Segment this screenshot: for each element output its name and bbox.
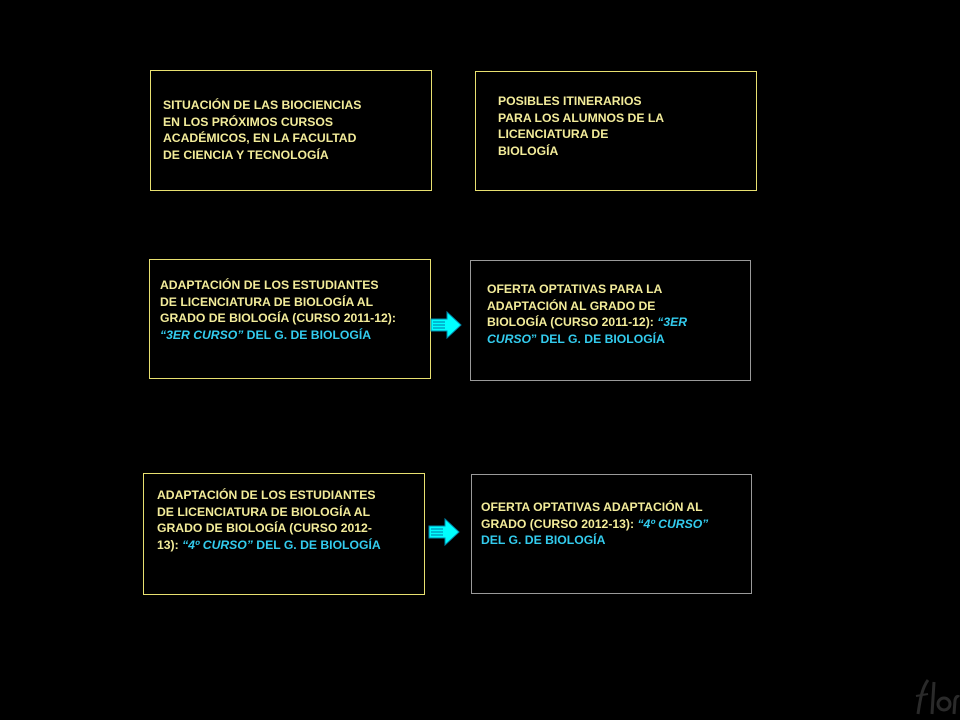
adaptacion-2011-line-1: ADAPTACIÓN DE LOS ESTUDIANTES	[160, 278, 379, 292]
adaptacion-2012-line-4a: 13):	[157, 537, 183, 552]
oferta-2011-line-3a: BIOLOGÍA (CURSO 2011-12):	[487, 315, 658, 329]
oferta-2011-line-4a: CURSO	[487, 331, 532, 346]
logo-mark	[912, 670, 960, 720]
adaptacion-2012-line-1: ADAPTACIÓN DE LOS ESTUDIANTES	[157, 488, 376, 502]
adaptacion-2011-rest: DEL G. DE BIOLOGÍA	[243, 327, 372, 342]
arrow-right-icon	[430, 311, 462, 339]
situacion-line-4: DE CIENCIA Y TECNOLOGÍA	[163, 147, 329, 162]
itinerarios-line-1: POSIBLES ITINERARIOS	[498, 94, 642, 108]
arrow-right-icon	[428, 518, 460, 546]
oferta-2011-line-1: OFERTA OPTATIVAS PARA LA	[487, 282, 663, 296]
adaptacion-2012-line-4b: “4º CURSO”	[182, 537, 253, 552]
itinerarios-line-4: BIOLOGÍA	[498, 143, 559, 158]
itinerarios-line-3: LICENCIATURA DE	[498, 127, 609, 141]
adaptacion-2012-line-2: DE LICENCIATURA DE BIOLOGÍA AL	[157, 504, 371, 519]
itinerarios-text	[498, 93, 664, 159]
oferta-2012-line-2b: “4º CURSO”	[637, 516, 709, 531]
adaptacion-2011-curso: “3ER CURSO”	[160, 327, 244, 342]
oferta-2012-line-2	[481, 516, 708, 533]
oferta-2012-line-1: OFERTA OPTATIVAS ADAPTACIÓN AL	[481, 500, 703, 514]
adaptacion-2012-line-4	[157, 537, 381, 554]
adaptacion-2011-line-2: DE LICENCIATURA DE BIOLOGÍA AL	[160, 294, 374, 309]
situacion-line-2: EN LOS PRÓXIMOS CURSOS	[163, 114, 333, 129]
oferta-2012-text	[481, 499, 708, 549]
oferta-2011-line-3b: “3ER	[657, 315, 688, 329]
adaptacion-2012-line-4c: DEL G. DE BIOLOGÍA	[252, 537, 381, 552]
situacion-text	[163, 97, 361, 163]
oferta-2011-line-3	[487, 314, 687, 331]
situacion-line-3: ACADÉMICOS, EN LA FACULTAD	[163, 131, 357, 145]
adaptacion-2011-line-3: GRADO DE BIOLOGÍA (CURSO 2011-12):	[160, 311, 396, 325]
oferta-2012-line-3: DEL G. DE BIOLOGÍA	[481, 533, 606, 547]
situacion-line-1: SITUACIÓN DE LAS BIOCIENCIAS	[163, 98, 362, 112]
oferta-2011-line-4b: ” DEL G. DE BIOLOGÍA	[531, 331, 665, 346]
oferta-2011-line-2: ADAPTACIÓN AL GRADO DE	[487, 298, 656, 313]
oferta-2011-text	[487, 281, 687, 347]
adaptacion-2011-line-4	[160, 327, 396, 344]
adaptacion-2012-text	[157, 487, 381, 553]
oferta-2011-line-4	[487, 331, 687, 348]
oferta-2012-line-2a: GRADO (CURSO 2012-13):	[481, 516, 638, 531]
itinerarios-line-2: PARA LOS ALUMNOS DE LA	[498, 110, 665, 125]
adaptacion-2012-line-3: GRADO DE BIOLOGÍA (CURSO 2012-	[157, 521, 372, 535]
adaptacion-2011-text	[160, 277, 396, 343]
